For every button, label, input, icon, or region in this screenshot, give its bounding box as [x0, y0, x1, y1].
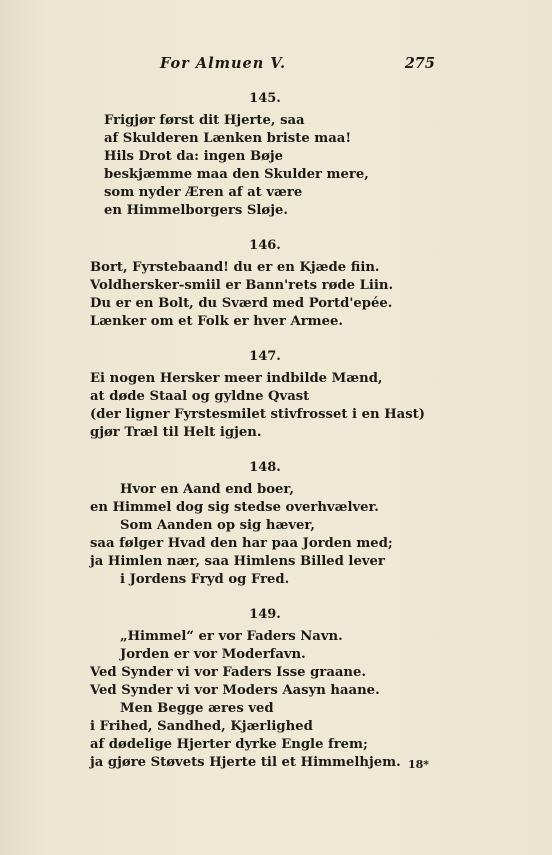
running-title: For Almuen V. [160, 55, 287, 72]
verse-line: Jorden er vor Moderfavn. [120, 647, 306, 662]
stanza [90, 606, 440, 772]
stanza-number: 145. [249, 91, 281, 106]
verse-line: en Himmelborgers Sløje. [104, 203, 288, 218]
stanza-number: 148. [249, 460, 281, 475]
verse-line: Hils Drot da: ingen Bøje [104, 149, 284, 164]
stanza [90, 90, 440, 220]
verse-line: af Skulderen Lænken briste maa! [104, 131, 352, 146]
stanza [90, 459, 440, 589]
verse-line: Lænker om et Folk er hver Armee. [90, 314, 343, 329]
verse-line: Voldhersker-smiil er Bann'rets røde Liin. [90, 278, 394, 293]
verse-line: (der ligner Fyrstesmilet stivfrosset i en Hast) [90, 407, 425, 422]
verse-line: Frigjør først dit Hjerte, saa [104, 113, 305, 128]
verse-line: Du er en Bolt, du Sværd med Portd'epée. [90, 296, 393, 311]
verse-line: ja gjøre Støvets Hjerte til et Himmelhjem. [90, 755, 401, 770]
verse-line: i Jordens Fryd og Fred. [120, 572, 290, 587]
verse-line: Ved Synder vi vor Moders Aasyn haane. [90, 683, 380, 698]
stanza [90, 348, 440, 442]
stanza-number: 147. [249, 349, 281, 364]
stanza [90, 237, 440, 331]
stanza-number: 149. [249, 607, 281, 622]
verse-line: at døde Staal og gyldne Qvast [90, 389, 310, 404]
verse-line: som nyder Æren af at være [104, 185, 303, 200]
verse-line: ja Himlen nær, saa Himlens Billed lever [90, 554, 385, 569]
verse-line: i Frihed, Sandhed, Kjærlighed [90, 719, 313, 734]
signature-mark: 18* [408, 758, 430, 771]
verse-line: Ved Synder vi vor Faders Isse graane. [90, 665, 366, 680]
verse-line: af dødelige Hjerter dyrke Engle frem; [90, 737, 368, 752]
verse-line: Hvor en Aand end boer, [120, 482, 294, 497]
page-number: 275 [404, 55, 435, 72]
verse-line: Bort, Fyrstebaand! du er en Kjæde fiin. [90, 260, 380, 275]
verse-line: Ei nogen Hersker meer indbilde Mænd, [90, 371, 383, 386]
verse-line: en Himmel dog sig stedse overhvælver. [90, 500, 379, 515]
verse-line: „Himmel“ er vor Faders Navn. [120, 629, 343, 644]
poem-text [90, 90, 440, 789]
verse-line: Som Aanden op sig hæver, [120, 518, 315, 533]
page-header [90, 55, 435, 75]
verse-line: beskjæmme maa den Skulder mere, [104, 167, 369, 182]
stanza-number: 146. [249, 238, 281, 253]
verse-line: saa følger Hvad den har paa Jorden med; [90, 536, 393, 551]
verse-line: Men Begge æres ved [120, 701, 274, 716]
verse-line: gjør Træl til Helt igjen. [90, 425, 262, 440]
